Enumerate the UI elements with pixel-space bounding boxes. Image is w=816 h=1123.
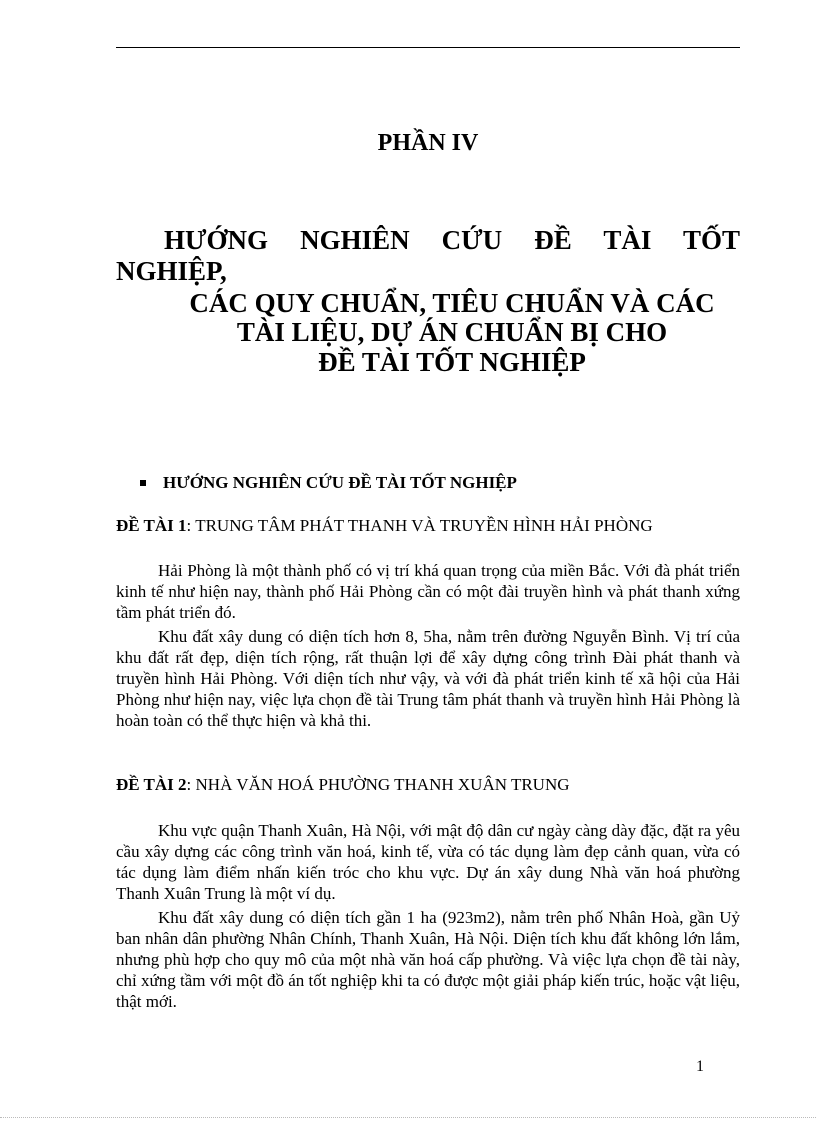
section-heading <box>140 473 517 493</box>
page-number: 1 <box>696 1058 704 1075</box>
topic-1-label: ĐỀ TÀI 1 <box>116 516 187 535</box>
topic-2-label: ĐỀ TÀI 2 <box>116 775 187 794</box>
topic-2-name: : NHÀ VĂN HOÁ PHƯỜNG THANH XUÂN TRUNG <box>186 775 570 794</box>
topic-2-title <box>116 775 740 795</box>
header-rule <box>116 47 740 48</box>
heading-line-2: NGHIỆP, <box>116 256 227 286</box>
topic-1-paragraph-2: Khu đất xây dung có diện tích hơn 8, 5ha, nằm trên đường Nguyễn Bình. Vị trí của khu đất rất đẹp, diện tích rộng, rất thuận lợi để xây dựng công trình Đài phát thanh và truyền hình Hải Phòng. Với diện tích như vậy, và với đà phát triển kinh tế xã hội của Hải Phòng như hiện nay, việc lựa chọn đề tài Trung tâm phát thanh và truyền hình Hải Phòng là hoàn toàn có thể thực hiện và khả thi. <box>116 627 740 730</box>
square-bullet-icon <box>140 480 146 486</box>
section-heading-text: HƯỚNG NGHIÊN CỨU ĐỀ TÀI TỐT NGHIỆP <box>163 473 517 492</box>
heading-line-3: CÁC QUY CHUẨN, TIÊU CHUẨN VÀ CÁC <box>189 288 715 318</box>
heading-line-5: ĐỀ TÀI TỐT NGHIỆP <box>318 347 586 377</box>
topic-2-paragraph-2: Khu đất xây dung có diện tích gần 1 ha (923m2), nằm trên phố Nhân Hoà, gần Uỷ ban nhân dân phường Nhân Chính, Thanh Xuân, Hà Nội. Diện tích khu đất không lớn lắm, nhưng phù hợp cho quy mô của một nhà văn hoá cấp phường. Và việc lựa chọn đề tài này, chỉ xứng tầm với một đồ án tốt nghiệp khi ta có được một giải pháp kiến trúc, hoặc vật liệu, thật mới. <box>116 908 740 1011</box>
heading-line-4: TÀI LIỆU, DỰ ÁN CHUẨN BỊ CHO <box>236 317 668 347</box>
topic-1-paragraph-1: Hải Phòng là một thành phố có vị trí khá quan trọng của miền Bắc. Với đà phát triển kinh tế như hiện nay, thành phố Hải Phòng cần có một đài truyền hình và phát thanh xứng tầm phát triển đó. <box>116 561 740 622</box>
topic-1-title <box>116 516 740 536</box>
topic-2-paragraph-1: Khu vực quận Thanh Xuân, Hà Nội, với mật độ dân cư ngày càng dày đặc, đặt ra yêu cầu xây dựng các công trình văn hoá, kinh tế, vừa có tác dụng làm đẹp cảnh quan, vừa có tác dụng làm điểm nhấn kiến tróc cho khu vực. Dự án xây dung Nhà văn hoá phường Thanh Xuân Trung là một ví dụ. <box>116 821 740 903</box>
heading-line-1: HƯỚNG NGHIÊN CỨU ĐỀ TÀI TỐT <box>164 225 740 255</box>
part-title: PHẦN IV <box>377 130 479 156</box>
page-edge <box>0 1117 816 1118</box>
topic-1-name: : TRUNG TÂM PHÁT THANH VÀ TRUYỀN HÌNH HẢI PHÒNG <box>186 516 653 535</box>
